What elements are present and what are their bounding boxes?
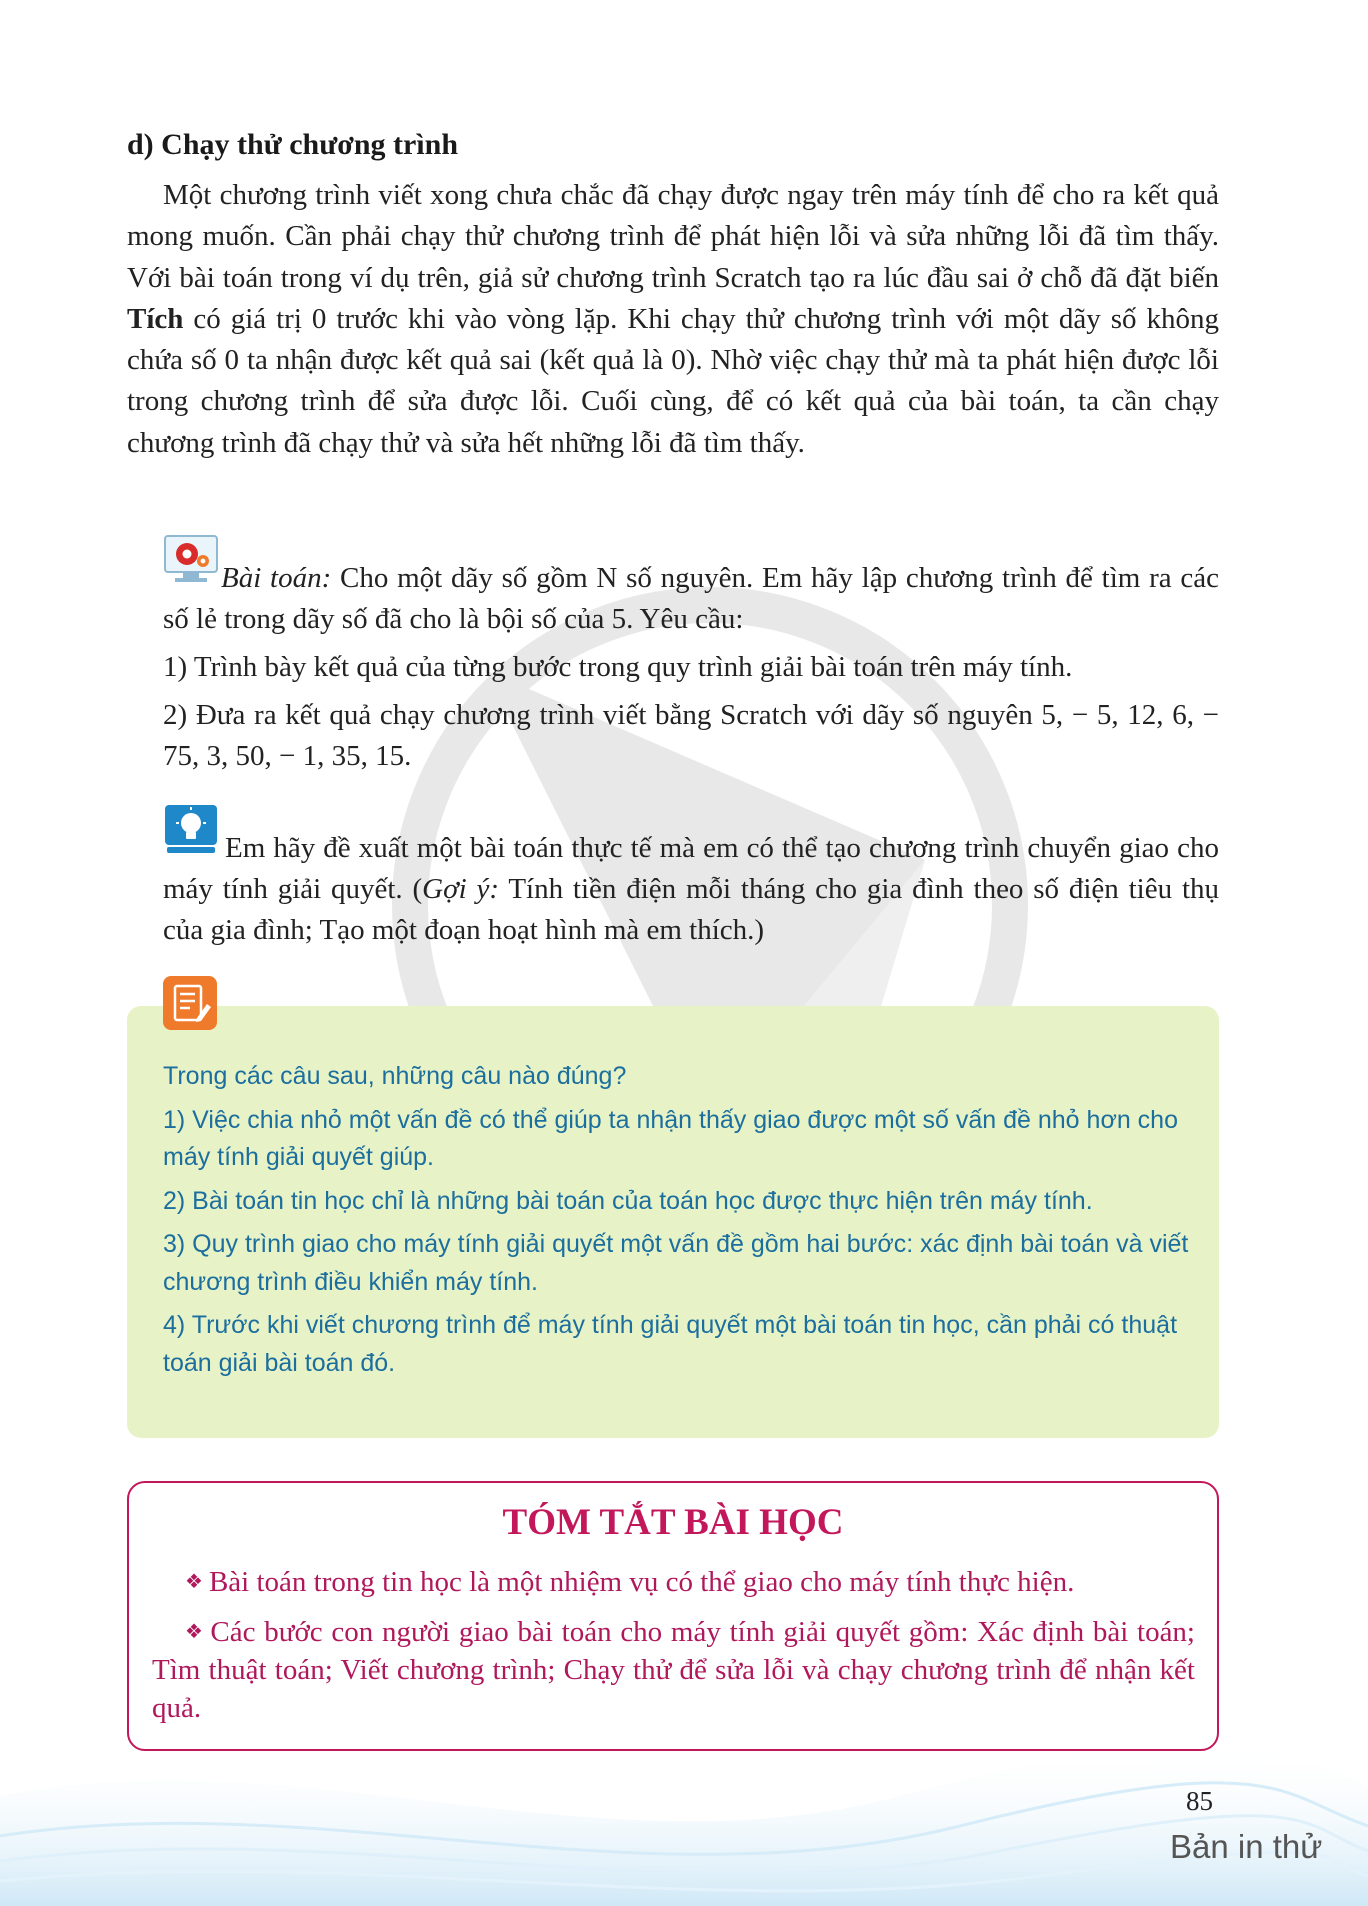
summary-item: ❖ Bài toán trong tin học là một nhiệm vụ có thể giao cho máy tính thực hiện.	[185, 1566, 1075, 1598]
variable-name: Tích	[127, 302, 184, 335]
practice-item-2: 2) Đưa ra kết quả chạy chương trình viết bằng Scratch với dãy số nguyên 5, − 5, 12, 6, − 75, 3, 50, − 1, 35, 15.	[163, 699, 1219, 772]
paragraph-text-2: có giá trị 0 trước khi vào vòng lặp. Khi chạy thử chương trình với một dãy số không chứa số 0 ta nhận được kết quả sai (kết quả là 0). Nhờ việc chạy thử mà ta phát hiện được lỗi trong chương trình để sửa được lỗi. Cuối cùng, để có kết quả của bài toán, ta cần chạy chương trình đã chạy thử và sửa hết những lỗi đã tìm thấy.	[127, 302, 1219, 459]
hint-text: Tính tiền điện mỗi tháng cho gia đình theo số điện tiêu thụ của gia đình; Tạo một đoạn hoạt hình mà em thích.)	[163, 873, 1219, 946]
checklist-pencil-icon	[163, 976, 217, 1030]
summary-box	[127, 1481, 1219, 1751]
practice-block	[163, 558, 1219, 777]
practice-item-1: 1) Trình bày kết quả của từng bước trong quy trình giải bài toán trên máy tính.	[163, 651, 1073, 683]
paragraph-text-1: Một chương trình viết xong chưa chắc đã chạy được ngay trên máy tính để cho ra kết quả mong muốn. Cần phải chạy thử chương trình để phát hiện lỗi và sửa những lỗi đã tìm thấy. Với bài toán trong ví dụ trên, giả sử chương trình Scratch tạo ra lúc đầu sai ở chỗ đã đặt biến	[127, 179, 1219, 294]
review-questions	[163, 1058, 1203, 1388]
diamond-bullet: ❖	[185, 1621, 205, 1643]
summary-body	[152, 1563, 1195, 1739]
hint-label: Gợi ý:	[422, 873, 500, 905]
summary-title: TÓM TẮT BÀI HỌC	[502, 1502, 844, 1543]
review-item: 4) Trước khi viết chương trình để máy tính giải quyết một bài toán tin học, cần phải có thuật toán giải bài toán đó.	[163, 1311, 1178, 1377]
page-number: 85	[1186, 1786, 1213, 1816]
review-item: 1) Việc chia nhỏ một vấn đề có thể giúp ta nhận thấy giao được một số vấn đề nhỏ hơn cho máy tính giải quyết giúp.	[163, 1105, 1178, 1171]
section-paragraph	[127, 175, 1219, 464]
draft-label: Bản in thử	[1170, 1828, 1323, 1865]
apply-text: Em hãy đề xuất một bài toán thực tế mà em có thể tạo chương trình chuyển giao cho máy tính giải quyết. (	[163, 832, 1219, 905]
review-item: 2) Bài toán tin học chỉ là những bài toán của toán học được thực hiện trên máy tính.	[163, 1186, 1093, 1215]
review-question: Trong các câu sau, những câu nào đúng?	[163, 1062, 627, 1090]
apply-block	[163, 828, 1219, 951]
section-heading: d) Chạy thử chương trình	[127, 128, 459, 161]
practice-intro: Cho một dãy số gồm N số nguyên. Em hãy lập chương trình để tìm ra các số lẻ trong dãy số đã cho là bội số của 5. Yêu cầu:	[163, 562, 1219, 635]
summary-item: ❖ Các bước con người giao bài toán cho máy tính giải quyết gồm: Xác định bài toán; Tìm thuật toán; Viết chương trình; Chạy thử để sửa lỗi và chạy chương trình để nhận kết quả.	[152, 1616, 1195, 1724]
diamond-bullet: ❖	[185, 1571, 203, 1593]
review-item: 3) Quy trình giao cho máy tính giải quyết một vấn đề gồm hai bước: xác định bài toán và viết chương trình điều khiển máy tính.	[163, 1230, 1189, 1296]
practice-label: Bài toán:	[221, 562, 332, 594]
